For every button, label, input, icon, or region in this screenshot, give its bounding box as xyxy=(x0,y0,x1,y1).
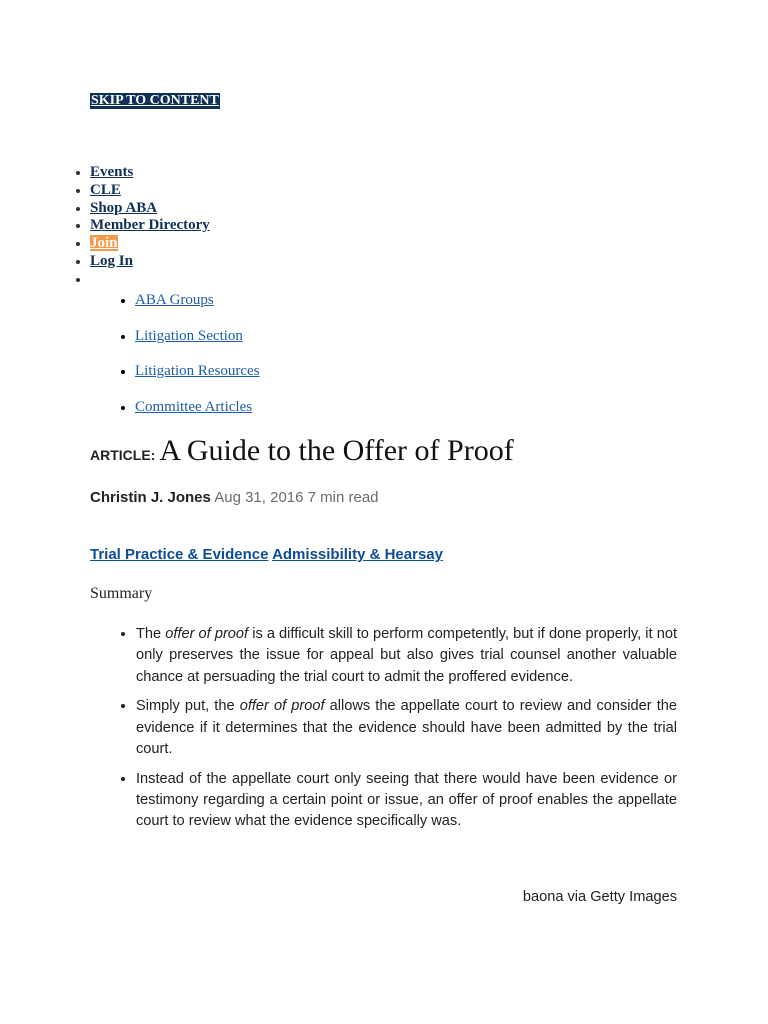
publish-date: Aug 31, 2016 xyxy=(214,489,304,506)
summary-heading: Summary xyxy=(90,585,153,602)
article-type-label: ARTICLE: xyxy=(90,447,156,463)
join-button[interactable]: Join xyxy=(90,235,118,252)
author-name: Christin J. Jones xyxy=(90,489,211,506)
nav-link-events[interactable]: Events xyxy=(90,164,134,180)
summary-text: The xyxy=(136,626,166,642)
summary-emphasis: offer of proof xyxy=(165,626,249,642)
summary-item xyxy=(136,695,677,760)
breadcrumb-item xyxy=(135,326,260,346)
article-heading xyxy=(90,434,514,468)
nav-item-empty xyxy=(90,271,210,289)
nav-item-member-directory xyxy=(90,217,210,235)
nav-item-log-in xyxy=(90,253,210,271)
breadcrumb-item xyxy=(135,290,260,310)
skip-to-content-link[interactable]: SKIP TO CONTENT xyxy=(91,93,219,108)
nav-item-join xyxy=(90,235,210,253)
nav-link-cle[interactable]: CLE xyxy=(90,181,121,198)
byline xyxy=(90,489,379,506)
summary-text: Instead of the appellate court only seeing that there would have been evidence or testimony regarding a certain point or issue, an offer of proof enables the appellate court to review what the evidence specifically was. xyxy=(136,770,677,830)
breadcrumb-link-aba-groups[interactable]: ABA Groups xyxy=(135,292,214,308)
breadcrumb-item xyxy=(135,397,260,417)
nav-item-events xyxy=(90,164,210,182)
image-credit: baona via Getty Images xyxy=(522,889,677,905)
nav-link-shop-aba[interactable]: Shop ABA xyxy=(90,199,158,216)
breadcrumb-link-litigation-resources[interactable]: Litigation Resources xyxy=(135,363,260,380)
summary-item xyxy=(136,768,677,833)
nav-item-shop-aba xyxy=(90,200,210,218)
topic-tags xyxy=(90,546,443,563)
read-time: 7 min read xyxy=(307,489,379,506)
summary-emphasis: offer of proof xyxy=(239,698,325,715)
page-title: A Guide to the Offer of Proof xyxy=(159,434,514,467)
topic-link-trial-practice[interactable]: Trial Practice & Evidence xyxy=(90,546,269,563)
summary-list xyxy=(136,623,677,840)
nav-link-member-directory[interactable]: Member Directory xyxy=(90,217,210,234)
summary-text: is a difficult skill to perform competently, but if done properly, it not only preserves the issue for appeal but also gives trial counsel another valuable chance at persuading the trial court to admit the proffered evidence. xyxy=(136,626,677,685)
log-in-link[interactable]: Log In xyxy=(90,252,133,269)
breadcrumb-link-committee-articles[interactable]: Committee Articles xyxy=(135,399,253,416)
summary-text: Simply put, the xyxy=(136,698,240,715)
summary-item xyxy=(136,623,677,688)
breadcrumb-item xyxy=(135,361,260,381)
summary-text: allows the appellate court to review and consider the evidence if it determines that the evidence should have been admitted by the trial court. xyxy=(136,698,678,757)
topic-link-admissibility[interactable]: Admissibility & Hearsay xyxy=(272,546,443,563)
breadcrumb xyxy=(135,290,260,433)
breadcrumb-link-litigation-section[interactable]: Litigation Section xyxy=(135,327,243,344)
nav-item-cle xyxy=(90,182,210,200)
top-navigation xyxy=(90,164,210,289)
